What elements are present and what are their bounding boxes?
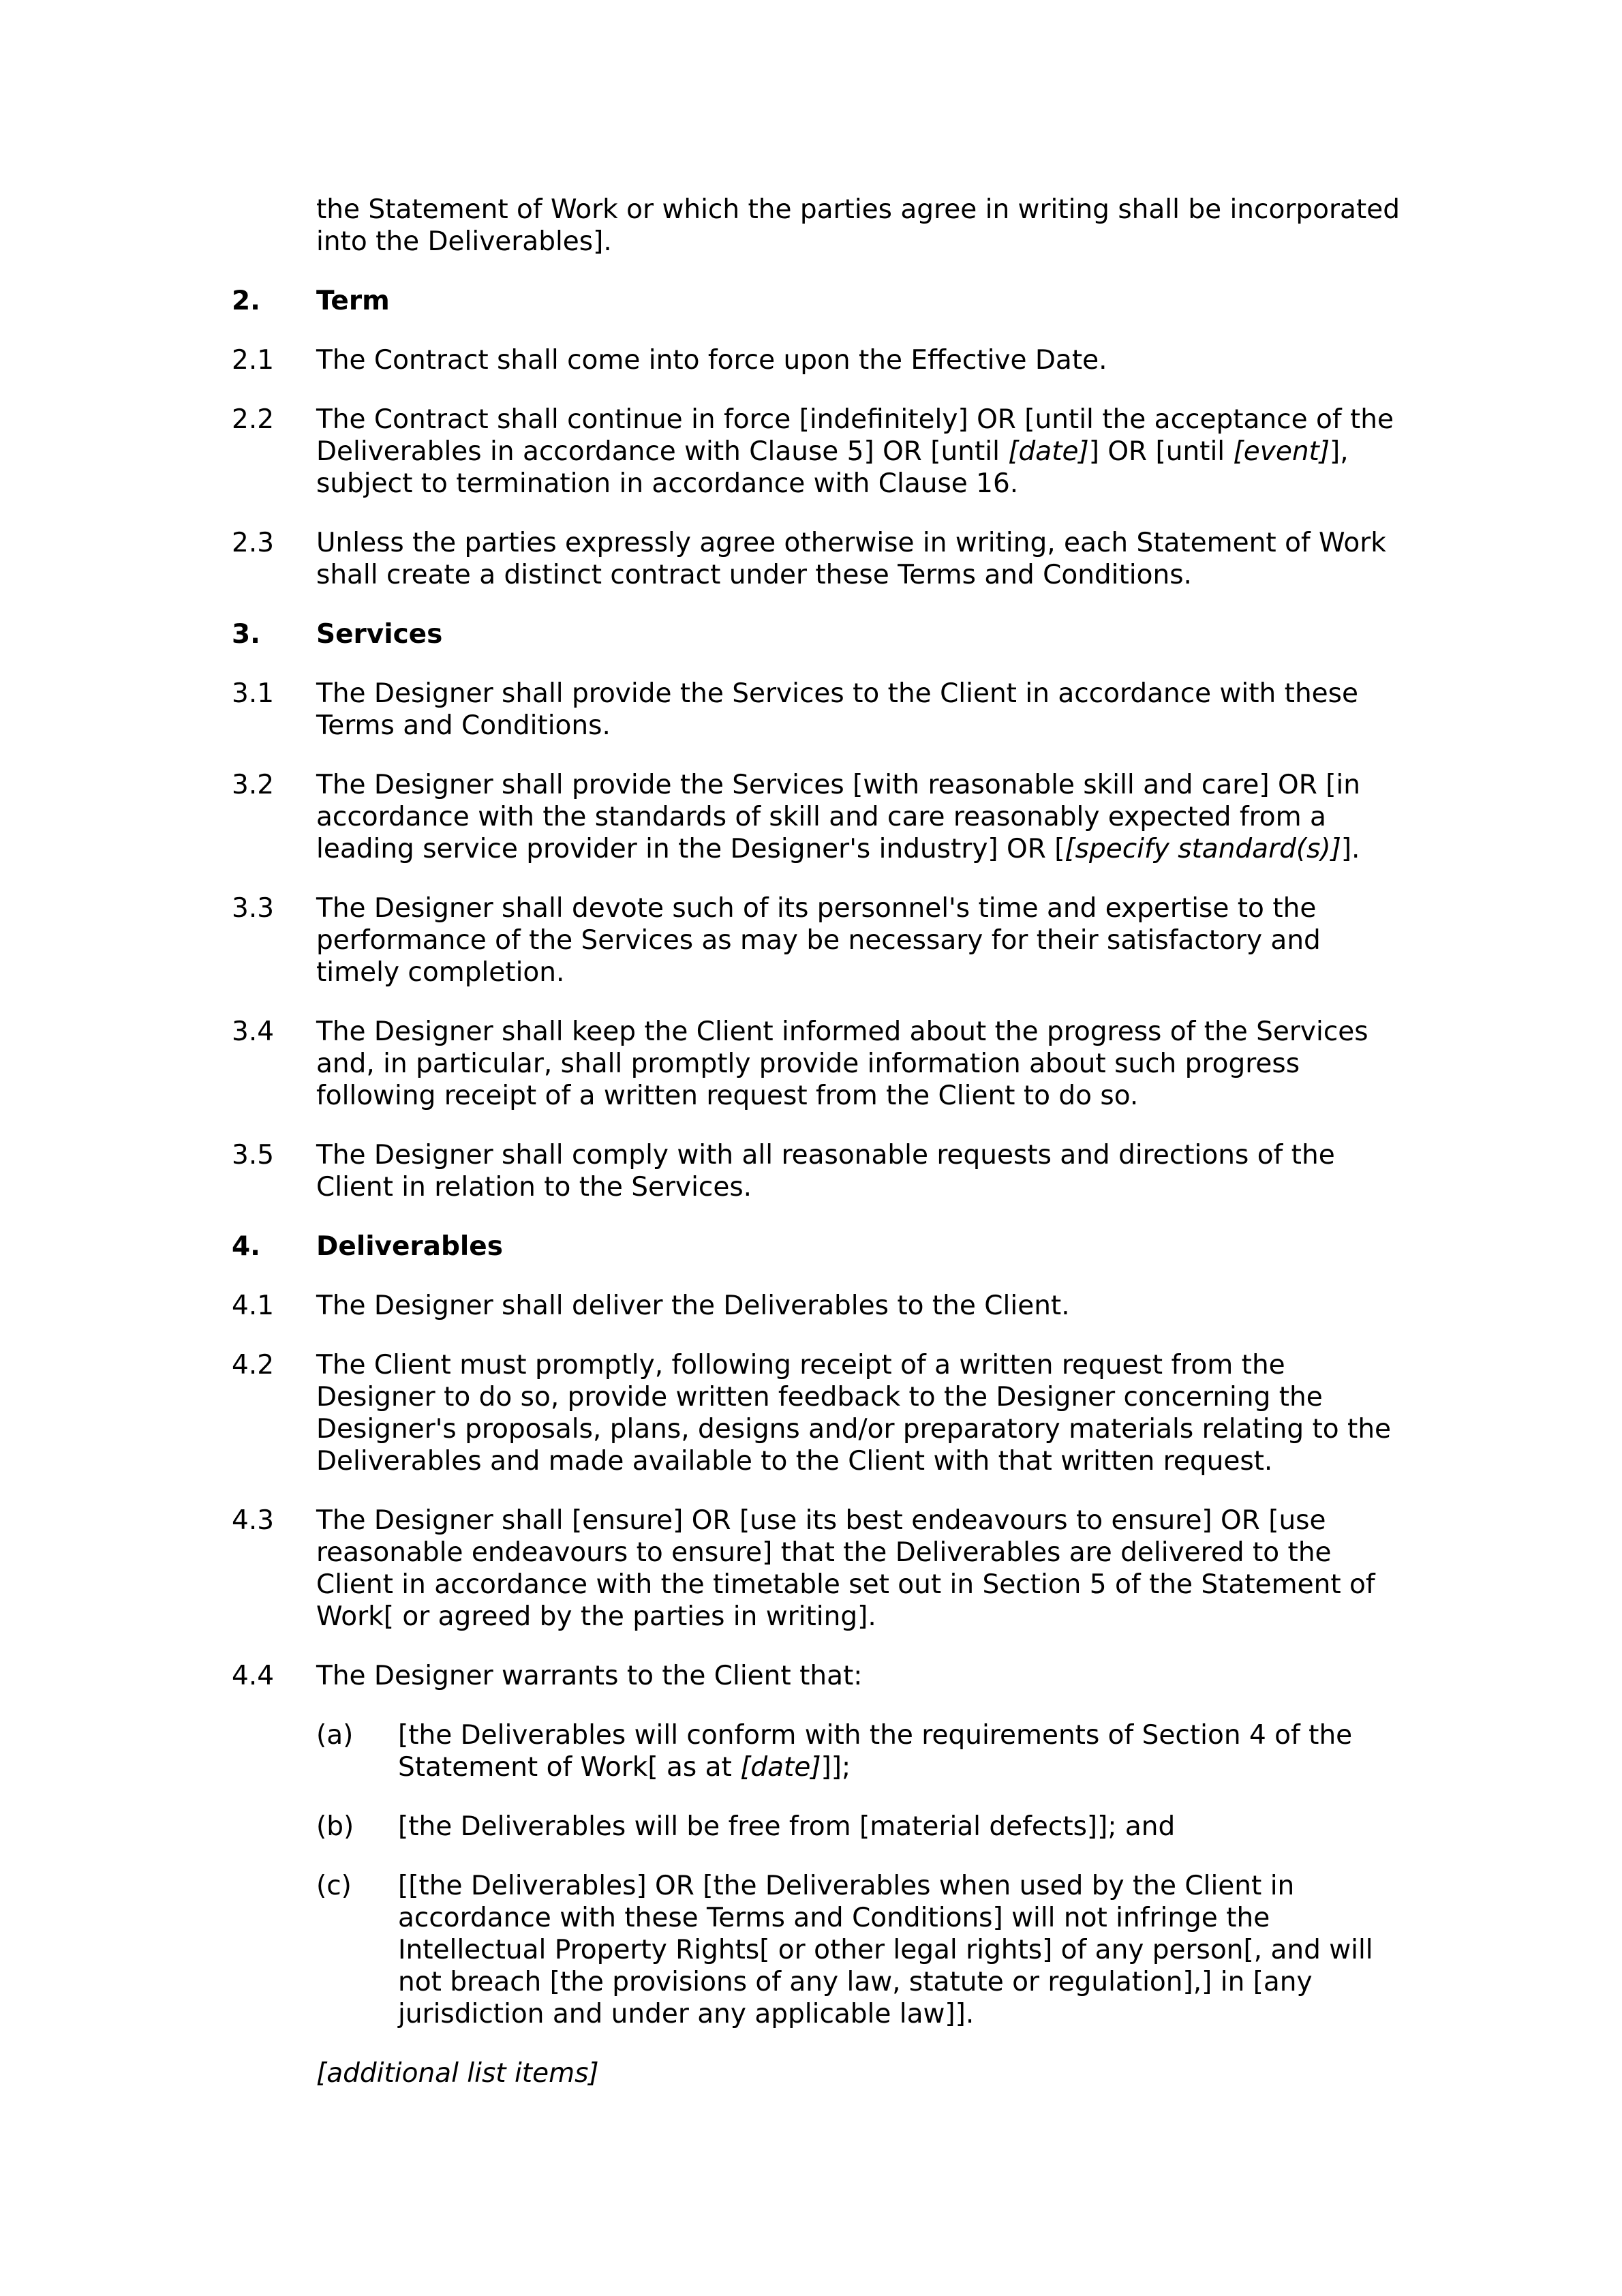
sub-item-text: [the Deliverables will be free from [material defects]]; and	[398, 1811, 1176, 1842]
clause-text-segment: ], subject to termination in accordance with Clause 16.	[316, 436, 1358, 499]
clause-number: 2.3	[232, 528, 275, 558]
section-number: 2.	[232, 286, 260, 316]
clause-3-3	[232, 892, 1404, 988]
document-body	[232, 194, 1404, 2117]
clause-text-segment: The Designer shall provide the Services [with reasonable skill and care] OR [in accordance with the standards of skill and care reasonably expected from a leading service provider in the Designer's industry] OR [	[316, 770, 1369, 864]
clause-text-segment: ].	[1341, 834, 1360, 864]
clause-4-4	[232, 1660, 1404, 1692]
section-heading-deliverables	[232, 1230, 1404, 1263]
sub-item-a	[232, 1719, 1404, 1783]
section-heading-term	[232, 285, 1404, 317]
clause-number: 4.1	[232, 1290, 275, 1321]
clause-number: 3.5	[232, 1140, 275, 1170]
clause-text: The Designer shall keep the Client informed about the progress of the Services and, in particular, shall promptly provide information about such progress following receipt of a written request from the Client to do so.	[316, 1016, 1368, 1111]
sub-item-c	[232, 1870, 1404, 2030]
clause-text: The Designer shall [ensure] OR [use its best endeavours to ensure] OR [use reasonable endeavours to ensure] that the Deliverables are delivered to the Client in accordance with the timetable set out in Section 5 of the Statement of Work[ or agreed by the parties in writing].	[316, 1505, 1375, 1632]
section-title: Deliverables	[316, 1231, 503, 1262]
clause-text: The Contract shall come into force upon the Effective Date.	[316, 345, 1107, 376]
clause-number: 3.1	[232, 678, 275, 709]
clause-3-2	[232, 769, 1404, 865]
section-title: Term	[316, 286, 390, 316]
clause-number: 3.3	[232, 893, 275, 924]
sub-item-text-segment: ]];	[821, 1752, 851, 1783]
clause-text: The Designer warrants to the Client that:	[316, 1661, 863, 1691]
clause-2-1	[232, 344, 1404, 376]
clause-number: 2.2	[232, 404, 275, 435]
clause-text-placeholder: [specify standard(s)]	[1065, 834, 1341, 864]
sub-item-text-placeholder: [date]	[740, 1752, 821, 1783]
clause-text: The Designer shall provide the Services to the Client in accordance with these Terms and Conditions.	[316, 678, 1358, 741]
clause-3-1	[232, 678, 1404, 742]
clause-text: The Designer shall comply with all reasonable requests and directions of the Client in relation to the Services.	[316, 1140, 1335, 1203]
closing-note: [additional list items]	[316, 2058, 599, 2089]
clause-text-segment: The Contract shall continue in force [indefinitely] OR [until the acceptance of the Deliverables in accordance with Clause 5] OR [until	[316, 404, 1403, 467]
clause-text: Unless the parties expressly agree otherwise in writing, each Statement of Work shall create a distinct contract under these Terms and Conditions.	[316, 528, 1386, 590]
section-number: 4.	[232, 1231, 260, 1262]
clause-2-3	[232, 527, 1404, 591]
intro-paragraph: the Statement of Work or which the parties agree in writing shall be incorporated into the Deliverables].	[316, 194, 1400, 257]
clause-number: 3.2	[232, 770, 275, 800]
sub-item-text-segment: [the Deliverables will conform with the requirements of Section 4 of the Statement of Work[ as at	[398, 1720, 1361, 1783]
clause-text: The Client must promptly, following receipt of a written request from the Designer to do so, provide written feedback to the Designer concerning the Designer's proposals, plans, designs and/or preparatory materials relating to the Deliverables and made available to the Client with that written request.	[316, 1350, 1392, 1477]
clause-4-1	[232, 1290, 1404, 1322]
clause-text: The Designer shall deliver the Deliverables to the Client.	[316, 1290, 1070, 1321]
clause-2-2	[232, 404, 1404, 500]
section-heading-services	[232, 618, 1404, 650]
clause-text-placeholder: [event]	[1233, 436, 1330, 467]
section-title: Services	[316, 619, 443, 650]
clause-number: 4.4	[232, 1661, 275, 1691]
clause-number: 2.1	[232, 345, 275, 376]
sub-item-label: (c)	[316, 1871, 352, 1901]
clause-number: 4.2	[232, 1350, 275, 1380]
clause-4-2	[232, 1349, 1404, 1477]
clause-text-placeholder: [date]	[1008, 436, 1089, 467]
sub-item-text: [[the Deliverables] OR [the Deliverables when used by the Client in accordance with these Terms and Conditions] will not infringe the Intellectual Property Rights[ or other legal rights] of any person[, and will not breach [the provisions of any law, statute or regulation],] in [any jurisdiction and under any applicable law]].	[398, 1871, 1373, 2029]
clause-3-4	[232, 1016, 1404, 1112]
section-number: 3.	[232, 619, 260, 650]
clause-number: 3.4	[232, 1016, 275, 1047]
sub-item-b	[232, 1811, 1404, 1843]
sub-item-label: (a)	[316, 1720, 354, 1751]
clause-text-segment: ] OR [until	[1088, 436, 1234, 467]
clause-text: The Designer shall devote such of its personnel's time and expertise to the performance of the Services as may be necessary for their satisfactory and timely completion.	[316, 893, 1321, 988]
clause-number: 4.3	[232, 1505, 275, 1536]
clause-4-3	[232, 1505, 1404, 1633]
clause-3-5	[232, 1139, 1404, 1203]
sub-item-label: (b)	[316, 1811, 354, 1842]
